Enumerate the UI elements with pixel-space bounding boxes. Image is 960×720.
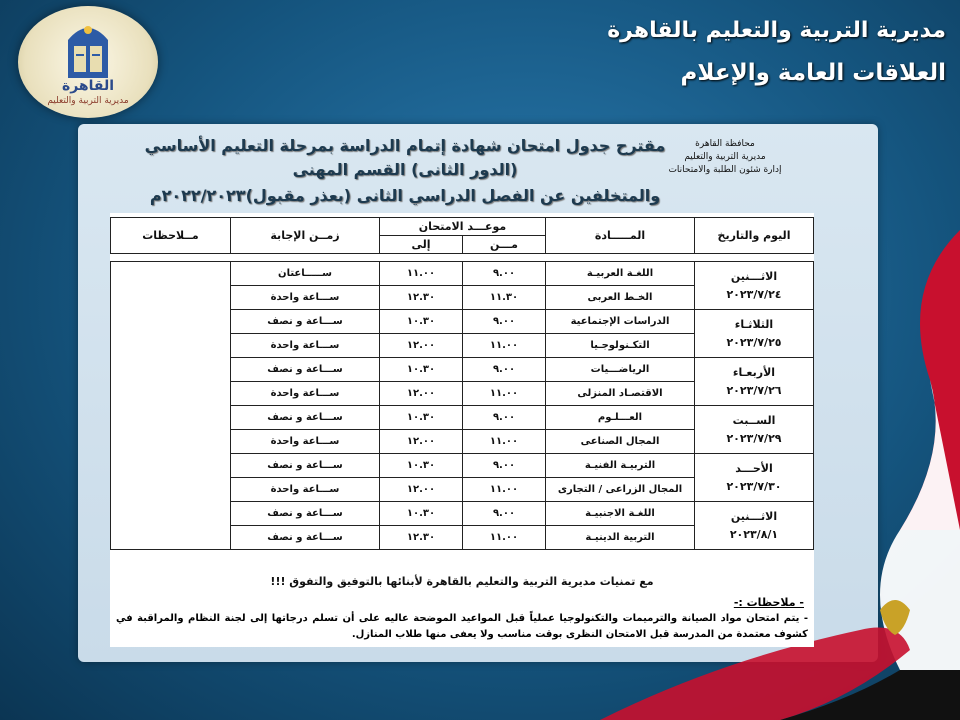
- day-cell: [695, 310, 814, 358]
- day-date: ٢٠٢٣/٧/٣٠: [726, 479, 782, 493]
- exam-schedule-table: [110, 217, 814, 550]
- subject-cell: اللغـة العربيـة: [546, 262, 695, 286]
- from-cell: ١١.٣٠: [463, 286, 546, 310]
- department-line2: مديرية التربية والتعليم: [684, 152, 766, 162]
- wishes-text: مع تمنيات مديرية التربية والتعليم بالقاهرة لأبنائها بالتوفيق والتفوق !!!: [270, 575, 654, 588]
- header-title: مديرية التربية والتعليم بالقاهرة: [607, 18, 946, 43]
- duration-cell: ســـاعة و نصف: [231, 310, 380, 334]
- subject-cell: الدراسات الإجتماعية: [546, 310, 695, 334]
- day-date: ٢٠٢٣/٧/٢٩: [726, 431, 782, 445]
- schedule-document: [110, 213, 814, 647]
- notes-cell: [111, 262, 231, 550]
- subject-cell: الرياضـــيات: [546, 358, 695, 382]
- to-cell: ١٢.٠٠: [380, 382, 463, 406]
- subject-cell: التربيـة الفنيـة: [546, 454, 695, 478]
- duration-cell: ســـاعة و نصف: [231, 454, 380, 478]
- from-cell: ٩.٠٠: [463, 454, 546, 478]
- col-header-day: اليوم والتاريخ: [695, 218, 814, 254]
- from-cell: ٩.٠٠: [463, 502, 546, 526]
- department-line3: إدارة شئون الطلبة والامتحانات: [668, 165, 782, 175]
- subject-cell: الخـط العربى: [546, 286, 695, 310]
- day-date: ٢٠٢٣/٨/١: [729, 527, 779, 541]
- to-cell: ١٢.٠٠: [380, 478, 463, 502]
- to-cell: ١٠.٣٠: [380, 502, 463, 526]
- subject-cell: المجال الزراعى / التجارى: [546, 478, 695, 502]
- to-cell: ١٠.٣٠: [380, 310, 463, 334]
- document-title-line3: والمتخلفين عن الفصل الدراسي الثانى (بعذر مقبول)٢٠٢٢/٢٠٢٣م: [149, 186, 661, 205]
- duration-cell: ســـاعة و نصف: [231, 358, 380, 382]
- day-name: الأربعـاء: [732, 365, 776, 379]
- day-cell: [695, 502, 814, 550]
- subject-cell: اللغـة الاجنبيـة: [546, 502, 695, 526]
- day-date: ٢٠٢٣/٧/٢٥: [726, 335, 782, 349]
- to-cell: ١٢.٠٠: [380, 430, 463, 454]
- to-cell: ١٢.٠٠: [380, 334, 463, 358]
- duration-cell: ســـــاعتان: [231, 262, 380, 286]
- from-cell: ٩.٠٠: [463, 406, 546, 430]
- day-date: ٢٠٢٣/٧/٢٦: [726, 383, 782, 397]
- day-name: الأحـــد: [735, 461, 773, 475]
- duration-cell: ســـاعة و نصف: [231, 502, 380, 526]
- from-cell: ٩.٠٠: [463, 262, 546, 286]
- duration-cell: ســـاعة واحدة: [231, 382, 380, 406]
- subject-cell: الاقتصـاد المنزلى: [546, 382, 695, 406]
- day-name: الاثـــنين: [730, 269, 778, 283]
- notes-title: - ملاحظات :-: [733, 596, 804, 609]
- day-date: ٢٠٢٣/٧/٢٤: [726, 287, 782, 301]
- day-name: الســبت: [732, 413, 776, 427]
- duration-cell: ســـاعة واحدة: [231, 334, 380, 358]
- col-header-duration: زمــن الإجابة: [231, 218, 380, 254]
- document-title-line2: (الدور الثانى) القسم المهنى: [292, 160, 518, 179]
- to-cell: ١٢.٣٠: [380, 286, 463, 310]
- from-cell: ١١.٠٠: [463, 526, 546, 550]
- col-header-time-group: موعـــد الامتحان: [380, 218, 546, 236]
- to-cell: ١٠.٣٠: [380, 358, 463, 382]
- education-directorate-emblem-icon: [64, 20, 112, 80]
- day-cell: [695, 262, 814, 310]
- logo-title: القاهرة: [61, 78, 115, 94]
- subject-cell: التربية الدينيـة: [546, 526, 695, 550]
- duration-cell: ســـاعة واحدة: [231, 430, 380, 454]
- department-line1: محافظة القاهرة: [695, 139, 755, 149]
- header-subtitle: العلاقات العامة والإعلام: [680, 60, 946, 86]
- to-cell: ١٠.٣٠: [380, 406, 463, 430]
- subject-cell: التكـنولوجـيا: [546, 334, 695, 358]
- day-cell: [695, 358, 814, 406]
- to-cell: ١٠.٣٠: [380, 454, 463, 478]
- subject-cell: المجال الصناعى: [546, 430, 695, 454]
- from-cell: ٩.٠٠: [463, 310, 546, 334]
- to-cell: ١١.٠٠: [380, 262, 463, 286]
- from-cell: ١١.٠٠: [463, 382, 546, 406]
- from-cell: ١١.٠٠: [463, 334, 546, 358]
- col-header-notes: مــلاحظات: [111, 218, 231, 254]
- from-cell: ٩.٠٠: [463, 358, 546, 382]
- duration-cell: ســـاعة و نصف: [231, 526, 380, 550]
- day-cell: [695, 454, 814, 502]
- col-header-subject: المـــــادة: [546, 218, 695, 254]
- logo-subtitle: مديرية التربية والتعليم: [47, 96, 129, 106]
- day-name: الثلاثـاء: [734, 317, 774, 331]
- col-header-to: إلى: [380, 236, 463, 254]
- duration-cell: ســـاعة و نصف: [231, 406, 380, 430]
- to-cell: ١٢.٣٠: [380, 526, 463, 550]
- table-row: [111, 262, 814, 286]
- day-cell: [695, 406, 814, 454]
- notes-text: - يتم امتحان مواد الصيانة والترميمات والتكنولوجيا عملياً قبل المواعيد الموضحة عاليه على أن تسلم درجاتها إلى لجنة النظام والمراقبة في كشوف معتمدة من المدرسة قبل الامتحان النظرى بوقت مناسب ولا يعفى منها طلاب المنازل.: [116, 613, 808, 640]
- day-name: الاثـــنين: [730, 509, 778, 523]
- duration-cell: ســـاعة واحدة: [231, 478, 380, 502]
- document-title-line1: مقترح جدول امتحان شهادة إتمام الدراسة بمرحلة التعليم الأساسي: [144, 136, 666, 155]
- from-cell: ١١.٠٠: [463, 430, 546, 454]
- directorate-logo: [18, 6, 158, 118]
- duration-cell: ســـاعة واحدة: [231, 286, 380, 310]
- from-cell: ١١.٠٠: [463, 478, 546, 502]
- subject-cell: العـــلـوم: [546, 406, 695, 430]
- col-header-from: مـــن: [463, 236, 546, 254]
